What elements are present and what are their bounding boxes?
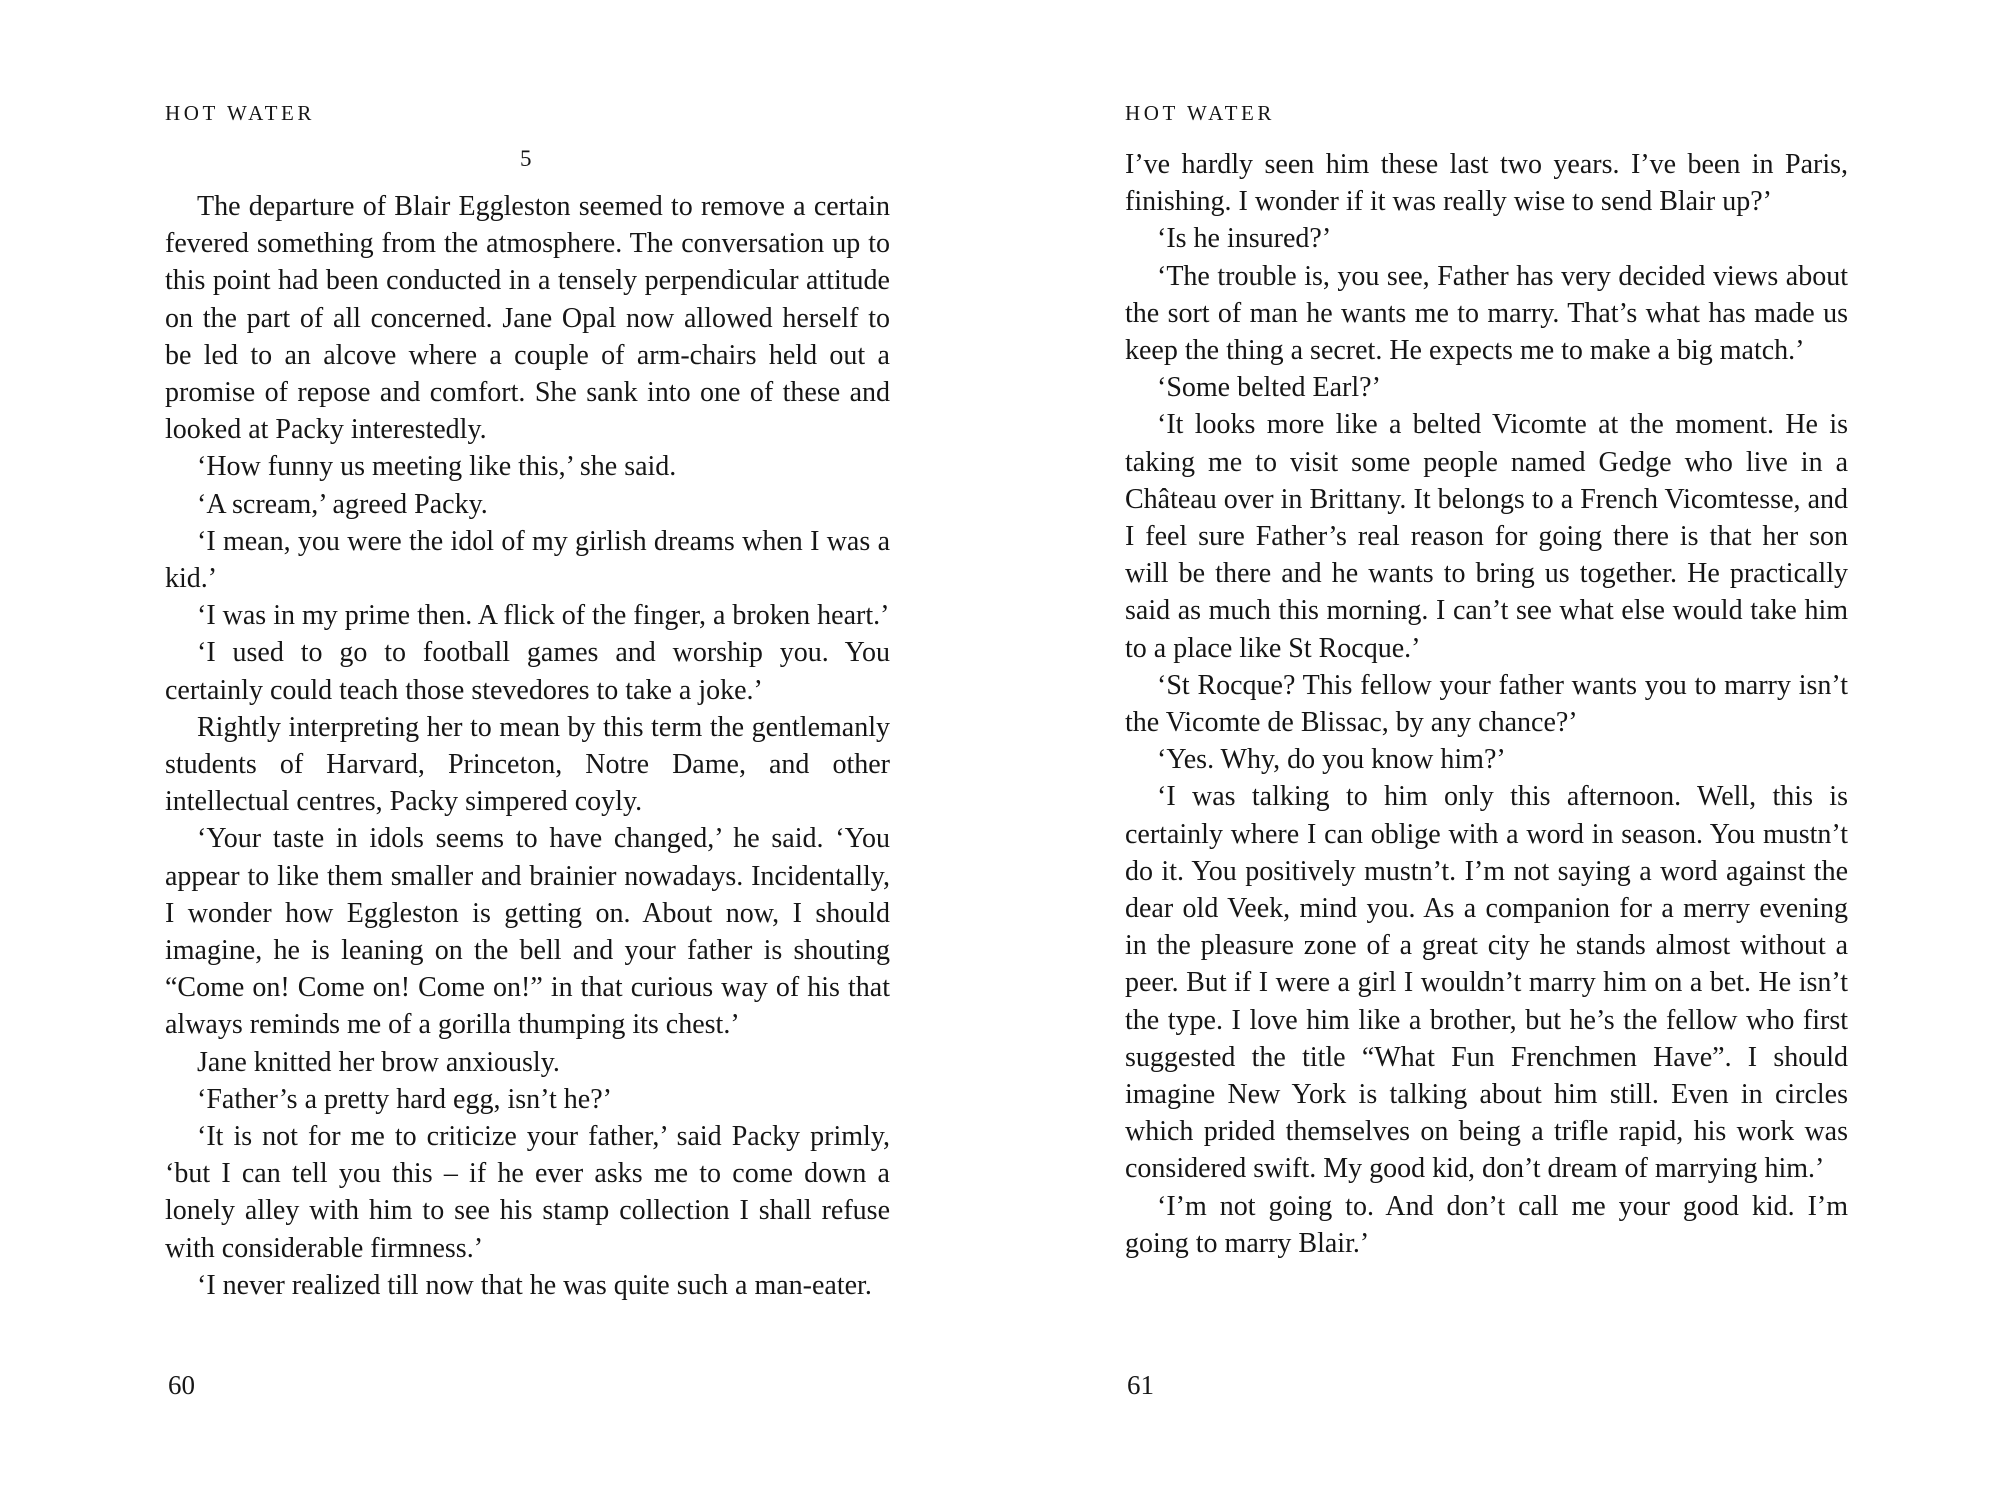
paragraph: ‘It looks more like a belted Vicomte at the moment. He is taking me to visit some people named Gedge who live in a Château over in Brittany. It belongs to a French Vicomtesse, and I feel sure Father’s real reason for going there is that her son will be there and he wants to bring us together. He practically said as much this morning. I can’t see what else would take him to a place like St Rocque.’ [1125, 409, 1848, 664]
running-head: HOT WATER [165, 101, 316, 125]
running-head: HOT WATER [1125, 101, 1276, 125]
page-number: 61 [1127, 1370, 1154, 1400]
paragraph: ‘I was talking to him only this afternoon. Well, this is certainly where I can oblige with a word in season. You mustn’t do it. You positively mustn’t. I’m not saying a word against the dear old Veek, mind you. As a companion for a merry evening in the pleasure zone of a great city he stands almost without a peer. But if I were a girl I wouldn’t marry him on a bet. He isn’t the type. I love him like a brother, but he’s the fellow who first suggested the title “What Fun Frenchmen Have”. I should imagine New York is talking about him still. Even in circles which prided themselves on being a trifle rapid, his work was considered swift. My good kid, don’t dream of marrying him.’ [1125, 781, 1848, 1185]
paragraph: ‘I’m not going to. And don’t call me your good kid. I’m going to marry Blair.’ [1125, 1190, 1848, 1259]
paragraph: Jane knitted her brow anxiously. [197, 1046, 560, 1078]
paragraph: ‘Father’s a pretty hard egg, isn’t he?’ [197, 1083, 612, 1115]
chapter-number: 5 [520, 146, 532, 171]
paragraph: ‘The trouble is, you see, Father has very decided views about the sort of man he wants me to marry. That’s what has made us keep the thing a secret. He expects me to make a big match.’ [1125, 260, 1848, 367]
paragraph: ‘Is he insured?’ [1157, 223, 1332, 255]
paragraph: ‘St Rocque? This fellow your father wants you to marry isn’t the Vicomte de Blissac, by any chance?’ [1125, 669, 1848, 739]
paragraph: ‘I was in my prime then. A flick of the finger, a broken heart.’ [197, 600, 890, 632]
paragraph: ‘A scream,’ agreed Packy. [197, 488, 488, 520]
paragraph: ‘It is not for me to criticize your father,’ said Packy primly, ‘but I can tell you this – if he ever asks me to come down a lonely alley with him to see his stamp collection I shall refuse with considerable firmness.’ [165, 1121, 890, 1264]
paragraph-continued: I’ve hardly seen him these last two years. I’ve been in Paris, finishing. I wonder if it was really wise to send Blair up?’ [1125, 149, 1848, 218]
paragraph: ‘Yes. Why, do you know him?’ [1157, 744, 1506, 776]
paragraph: ‘I never realized till now that he was quite such a man-eater. [197, 1269, 872, 1301]
paragraph: ‘I mean, you were the idol of my girlish dreams when I was a kid.’ [165, 525, 890, 595]
body-text [1125, 146, 1848, 1262]
paragraph: ‘Your taste in idols seems to have changed,’ he said. ‘You appear to like them smaller and brainier nowadays. Incidentally, I wonder how Eggleston is getting on. About now, I should imagine, he is leaning on the bell and your father is shouting “Come on! Come on! Come on!” in that curious way of his that always reminds me of a gorilla thumping its chest.’ [165, 823, 890, 1041]
paragraph: ‘I used to go to football games and worship you. You certainly could teach those stevedores to take a joke.’ [165, 637, 890, 706]
body-text [165, 188, 890, 1304]
page-number: 60 [168, 1370, 195, 1400]
paragraph: ‘How funny us meeting like this,’ she said. [197, 451, 677, 483]
paragraph: The departure of Blair Eggleston seemed to remove a certain fevered something from the atmosphere. The conversation up to this point had been conducted in a tensely perpendicular attitude on the part of all concerned. Jane Opal now allowed herself to be led to an alcove where a couple of arm-chairs held out a promise of repose and comfort. She sank into one of these and looked at Packy interestedly. [165, 191, 890, 446]
paragraph: ‘Some belted Earl?’ [1157, 372, 1381, 404]
right-page [1000, 0, 2000, 1489]
paragraph: Rightly interpreting her to mean by this term the gentlemanly students of Harvard, Princeton, Notre Dame, and other intellectual centres, Packy simpered coyly. [165, 711, 890, 818]
